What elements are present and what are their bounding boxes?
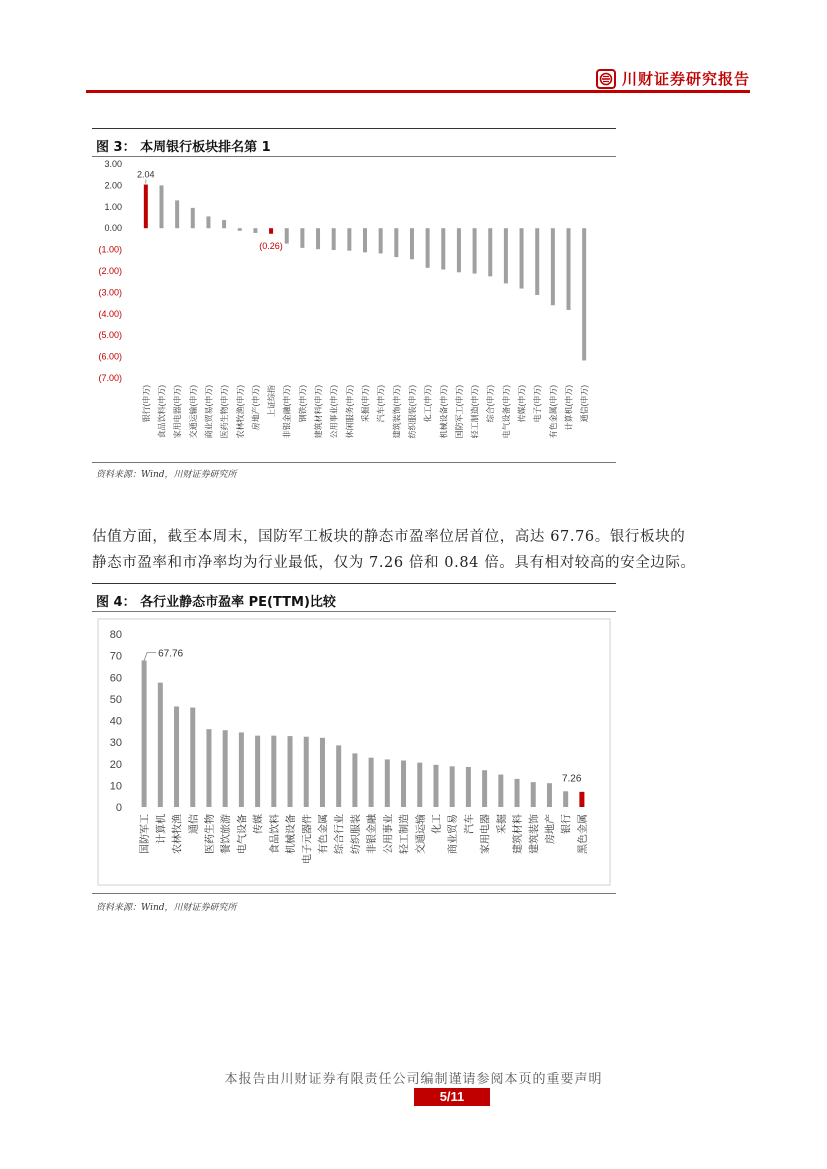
category-label: 通信 <box>188 814 200 834</box>
bar <box>579 792 584 807</box>
category-label: 机械设备(申万) <box>439 385 449 439</box>
bar <box>441 228 445 269</box>
category-label: 公用事业(申万) <box>329 385 339 439</box>
bar <box>304 737 309 807</box>
category-label: 餐饮旅游 <box>221 814 233 854</box>
bar <box>239 732 244 807</box>
y-tick-label: (4.00) <box>98 308 122 319</box>
bar <box>269 228 273 234</box>
y-tick-label: 40 <box>109 715 122 728</box>
category-label: 电子元器件 <box>302 814 314 864</box>
bar <box>531 782 536 807</box>
bar <box>394 228 398 257</box>
data-label: 7.26 <box>561 773 582 785</box>
paragraph-line-1: 估值方面，截至本周末，国防军工板块的静态市盈率位居首位，高达 67.76。银行板块的 <box>92 529 686 545</box>
category-label: 建筑装饰(申万) <box>392 385 402 439</box>
bar <box>547 783 552 807</box>
figure3-chart <box>92 158 616 460</box>
bar <box>255 736 260 807</box>
figure4-source: 资料来源：Wind，川财证券研究所 <box>96 903 237 913</box>
y-tick-label: 50 <box>109 693 122 706</box>
bar <box>466 767 471 807</box>
header-rule <box>86 90 750 93</box>
bar <box>190 708 195 807</box>
data-label: 67.76 <box>158 648 184 660</box>
category-label: 钢铁(申万) <box>298 385 308 423</box>
bar <box>379 228 383 253</box>
y-tick-label: 2.00 <box>104 180 122 191</box>
figure3-source: 资料来源：Wind，川财证券研究所 <box>96 470 237 480</box>
y-tick-label: 0.00 <box>104 223 122 234</box>
category-label: 汽车 <box>464 814 476 834</box>
bar <box>473 228 477 273</box>
bar <box>369 758 374 807</box>
bar <box>426 228 430 268</box>
y-tick-label: 1.00 <box>104 201 122 212</box>
bar <box>253 228 257 233</box>
bar <box>457 228 461 272</box>
category-label: 医药生物(申万) <box>220 385 230 439</box>
bar <box>159 185 163 228</box>
figure3-title: 图 3： 本周银行板块排名第 1 <box>96 140 271 155</box>
y-tick-label: (3.00) <box>98 287 122 298</box>
figure3-top-rule <box>92 128 616 129</box>
data-label: (0.26) <box>259 240 283 251</box>
y-tick-label: (6.00) <box>98 351 122 362</box>
bar <box>535 228 539 295</box>
category-label: 纺织服装(申万) <box>407 385 417 439</box>
y-tick-label: (2.00) <box>98 266 122 276</box>
footer-disclaimer: 本报告由川财证券有限责任公司编制谨请参阅本页的重要声明 <box>224 1072 603 1087</box>
category-label: 国防军工(申万) <box>454 385 464 439</box>
page-number: 5/11 <box>414 1088 490 1106</box>
category-label: 上证综指 <box>267 385 277 417</box>
category-label: 商业贸易(申万) <box>204 385 214 439</box>
bar <box>504 228 508 283</box>
bar <box>174 706 179 807</box>
bar <box>563 791 568 807</box>
category-label: 交通运输(申万) <box>188 385 198 439</box>
bar <box>567 228 571 310</box>
y-tick-label: 60 <box>109 672 122 685</box>
category-label: 银行(申万) <box>141 385 151 423</box>
bar <box>271 736 276 807</box>
bar <box>175 200 179 228</box>
category-label: 农林牧渔(申万) <box>235 385 245 439</box>
category-label: 传媒 <box>253 814 265 834</box>
category-label: 食品饮料 <box>269 814 281 854</box>
bar <box>385 759 390 807</box>
category-label: 房地产 <box>545 814 557 844</box>
bar <box>142 660 147 807</box>
y-tick-label: 30 <box>109 737 122 750</box>
category-label: 房地产(申万) <box>251 385 261 431</box>
bar <box>363 228 367 252</box>
category-label: 电气设备 <box>237 814 249 854</box>
bar <box>336 745 341 807</box>
category-label: 医药生物 <box>204 814 216 854</box>
category-label: 综合行业 <box>334 814 346 854</box>
category-label: 综合(申万) <box>486 385 496 423</box>
category-label: 轻工制造(申万) <box>470 385 480 439</box>
figure4-title: 图 4： 各行业静态市盈率 PE(TTM)比较 <box>96 595 336 610</box>
report-brand-text: 川财证券研究报告 <box>621 70 750 88</box>
bar <box>417 763 422 807</box>
category-label: 计算机 <box>156 814 168 844</box>
category-label: 电子(申万) <box>533 385 543 423</box>
category-label: 纺织服装 <box>350 814 362 854</box>
category-label: 化工 <box>431 814 443 834</box>
category-label: 化工(申万) <box>423 385 433 423</box>
y-tick-label: 0 <box>115 802 122 814</box>
category-label: 轻工制造 <box>399 814 411 854</box>
category-label: 农林牧渔 <box>172 814 184 854</box>
bar <box>433 765 438 807</box>
category-label: 电气设备(申万) <box>501 385 511 439</box>
y-tick-label: 10 <box>109 780 122 793</box>
category-label: 采掘 <box>496 814 508 834</box>
figure3-title-rule <box>92 156 616 157</box>
category-label: 有色金属(申万) <box>548 385 558 439</box>
category-label: 休闲服务(申万) <box>345 385 355 439</box>
bar <box>320 738 325 807</box>
category-label: 家用电器 <box>480 814 492 854</box>
bar <box>191 208 195 228</box>
y-tick-label: 70 <box>109 650 122 663</box>
category-label: 汽车(申万) <box>376 385 386 423</box>
y-tick-label: 80 <box>109 629 122 641</box>
category-label: 交通运输 <box>415 814 427 854</box>
bar <box>401 761 406 807</box>
bar <box>482 770 487 807</box>
category-label: 建筑材料(申万) <box>314 385 324 439</box>
bar <box>144 185 148 229</box>
category-label: 非银金融(申万) <box>282 385 292 439</box>
paragraph-line-2: 静态市盈率和市净率均为行业最低，仅为 7.26 倍和 0.84 倍。具有相对较高的安全边际。 <box>92 555 696 571</box>
bar <box>206 729 211 807</box>
bar <box>316 228 320 249</box>
bar <box>450 766 455 807</box>
label-leader <box>144 652 156 660</box>
bar <box>285 228 289 243</box>
bar <box>520 228 524 288</box>
company-logo-icon <box>596 69 616 89</box>
bar <box>223 730 228 807</box>
analysis-paragraph <box>92 524 752 576</box>
bar <box>332 228 336 250</box>
data-label: 2.04 <box>137 169 155 180</box>
category-label: 有色金属 <box>318 814 330 854</box>
category-label: 黑色金属 <box>577 814 589 854</box>
category-label: 国防军工 <box>140 814 152 854</box>
category-label: 非银金融 <box>367 814 379 854</box>
category-label: 银行 <box>561 814 573 834</box>
y-tick-label: (7.00) <box>98 373 122 383</box>
category-label: 通信(申万) <box>580 385 590 423</box>
y-tick-label: (1.00) <box>98 244 122 255</box>
y-tick-label: 3.00 <box>104 159 122 169</box>
category-label: 食品饮料(申万) <box>157 385 167 439</box>
category-label: 机械设备 <box>286 814 298 854</box>
page-header <box>86 62 750 94</box>
bar <box>352 753 357 807</box>
bar <box>347 228 351 250</box>
category-label: 家用电器(申万) <box>173 385 183 439</box>
brand <box>596 68 750 89</box>
figure4-chart <box>92 612 616 892</box>
category-label: 建筑装饰 <box>529 814 541 854</box>
bar <box>206 216 210 228</box>
bar <box>488 228 492 276</box>
category-label: 公用事业 <box>383 814 395 854</box>
figure4-bottom-rule <box>92 893 616 894</box>
bar <box>582 228 586 360</box>
bar <box>158 683 163 807</box>
bar <box>300 228 304 248</box>
bar <box>238 228 242 231</box>
y-tick-label: (5.00) <box>98 330 122 341</box>
bar <box>551 228 555 305</box>
category-label: 传媒(申万) <box>517 385 527 423</box>
category-label: 计算机(申万) <box>564 384 574 431</box>
figure3-bottom-rule <box>92 462 616 463</box>
category-label: 商业贸易 <box>448 814 460 854</box>
bar <box>222 220 226 228</box>
bar <box>498 775 503 807</box>
bar <box>410 228 414 259</box>
figure4-top-rule <box>92 583 616 584</box>
y-tick-label: 20 <box>109 758 122 771</box>
category-label: 建筑材料 <box>513 814 525 854</box>
category-label: 采掘(申万) <box>361 385 370 423</box>
bar <box>515 779 520 807</box>
bar <box>288 736 293 807</box>
